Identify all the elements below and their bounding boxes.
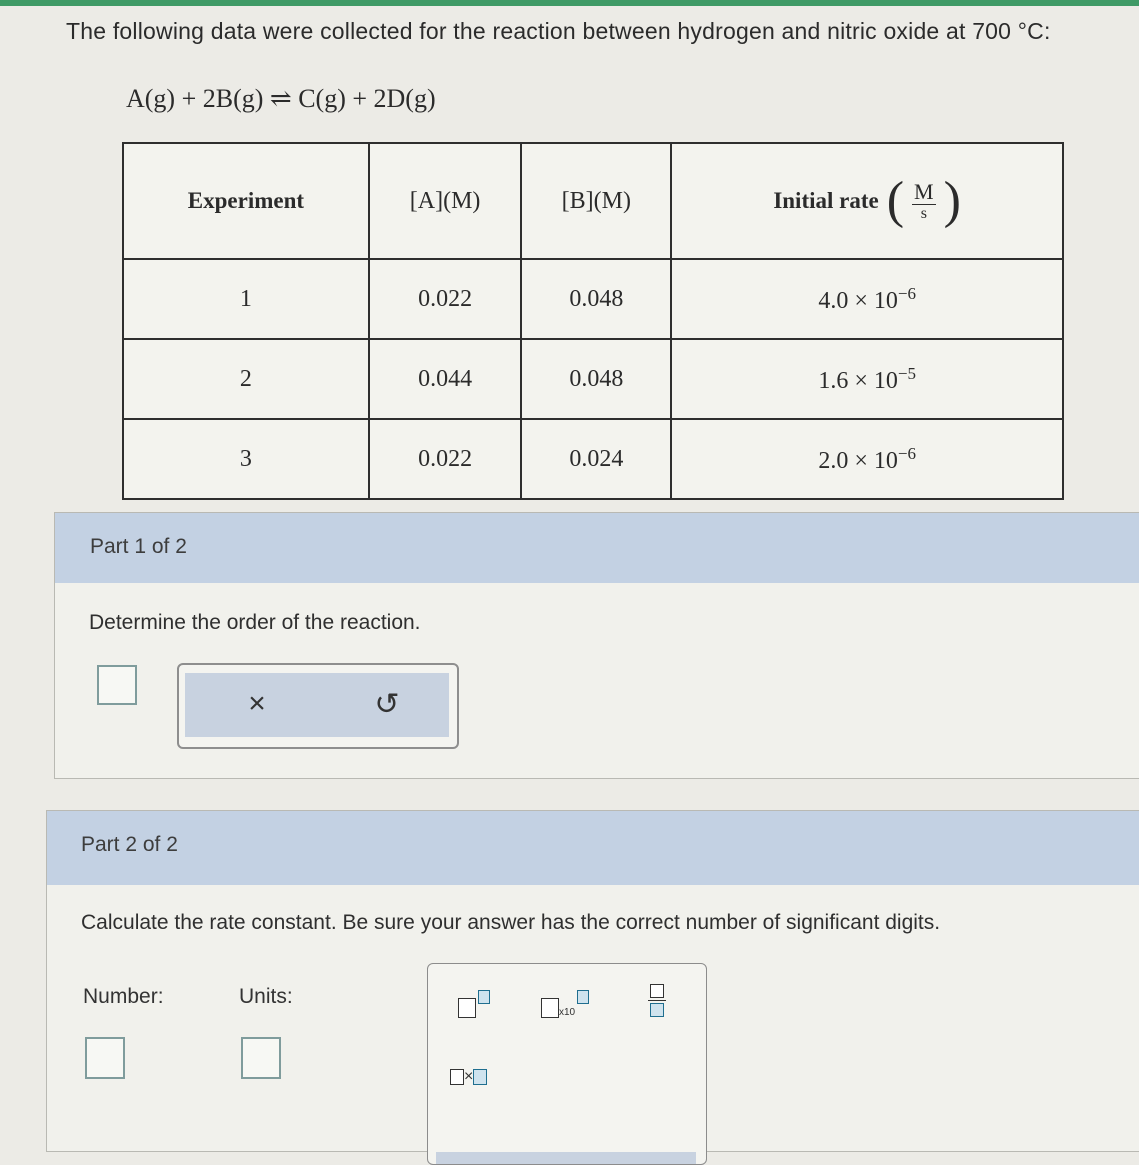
- table-row: [123, 259, 1063, 339]
- rate-exponent: −6: [897, 443, 916, 463]
- clear-button[interactable]: ×: [248, 687, 266, 720]
- scientific-notation-template-button[interactable]: [541, 990, 589, 1018]
- header-concentration-b: [B](M): [521, 143, 671, 259]
- header-concentration-a: [A](M): [369, 143, 522, 259]
- cell-a: 0.044: [369, 339, 522, 419]
- fraction-template-button[interactable]: [648, 984, 666, 1017]
- kinetics-data-table: [122, 142, 1064, 500]
- part-2-question: Calculate the rate constant. Be sure your answer has the correct number of significant digits.: [81, 911, 941, 934]
- header-initial-rate: [671, 143, 1063, 259]
- table-row: [123, 419, 1063, 499]
- header-experiment: Experiment: [123, 143, 369, 259]
- math-template-palette: [427, 963, 707, 1165]
- rate-unit-denominator: s: [920, 204, 927, 222]
- table-header-row: [123, 143, 1063, 259]
- cell-b: 0.024: [521, 419, 671, 499]
- denominator-box-icon: [650, 1003, 664, 1017]
- cell-b: 0.048: [521, 339, 671, 419]
- multiply-template-button[interactable]: [450, 1068, 487, 1086]
- problem-intro: The following data were collected for the reaction between hydrogen and nitric oxide at 700 °C:: [66, 18, 1051, 44]
- factor-box-icon: [450, 1069, 464, 1085]
- reaction-order-input[interactable]: [97, 665, 137, 705]
- mantissa-box-icon: [541, 998, 559, 1018]
- cell-experiment: 3: [123, 419, 369, 499]
- rate-unit-numerator: M: [914, 178, 934, 204]
- cell-experiment: 1: [123, 259, 369, 339]
- rate-constant-units-input[interactable]: [241, 1037, 281, 1079]
- exponent-box-icon: [478, 990, 490, 1004]
- numerator-box-icon: [650, 984, 664, 998]
- table-row: [123, 339, 1063, 419]
- right-paren: ): [943, 172, 961, 229]
- top-accent-strip: [0, 0, 1139, 6]
- tool-bar: [185, 673, 449, 737]
- initial-rate-label: Initial rate: [773, 188, 879, 213]
- power-box-icon: [577, 990, 589, 1004]
- times-symbol: ×: [464, 1068, 474, 1085]
- rate-mantissa: 4.0 × 10: [818, 287, 898, 314]
- cell-rate: [671, 419, 1063, 499]
- x10-label: x10: [559, 1007, 576, 1018]
- part-1-title: Part 1 of 2: [90, 535, 187, 558]
- undo-button[interactable]: ↺: [374, 688, 400, 721]
- part-2-header: [47, 811, 1139, 885]
- fraction-bar-icon: [648, 1000, 666, 1001]
- rate-mantissa: 1.6 × 10: [818, 367, 898, 394]
- rate-mantissa: 2.0 × 10: [818, 447, 898, 474]
- cell-rate: [671, 259, 1063, 339]
- part-1-question: Determine the order of the reaction.: [89, 611, 421, 634]
- number-label: Number:: [83, 985, 164, 1008]
- cell-b: 0.048: [521, 259, 671, 339]
- rate-exponent: −5: [897, 363, 916, 383]
- base-box-icon: [458, 998, 476, 1018]
- cell-rate: [671, 339, 1063, 419]
- palette-tool-bar: [436, 1152, 696, 1164]
- rate-exponent: −6: [897, 283, 916, 303]
- rate-constant-number-input[interactable]: [85, 1037, 125, 1079]
- part-2-title: Part 2 of 2: [81, 833, 178, 856]
- factor-box-icon: [473, 1069, 487, 1085]
- cell-a: 0.022: [369, 259, 522, 339]
- part-1-section: [54, 512, 1139, 779]
- reaction-equation: A(g) + 2B(g) ⇌ C(g) + 2D(g): [126, 84, 436, 113]
- units-label: Units:: [239, 985, 293, 1008]
- cell-a: 0.022: [369, 419, 522, 499]
- part-2-section: [46, 810, 1139, 1152]
- rate-unit-fraction: [912, 180, 936, 223]
- left-paren: (: [886, 172, 905, 229]
- superscript-template-button[interactable]: [458, 990, 490, 1018]
- cell-experiment: 2: [123, 339, 369, 419]
- answer-tool-panel: [177, 663, 459, 749]
- part-1-header: [55, 513, 1139, 583]
